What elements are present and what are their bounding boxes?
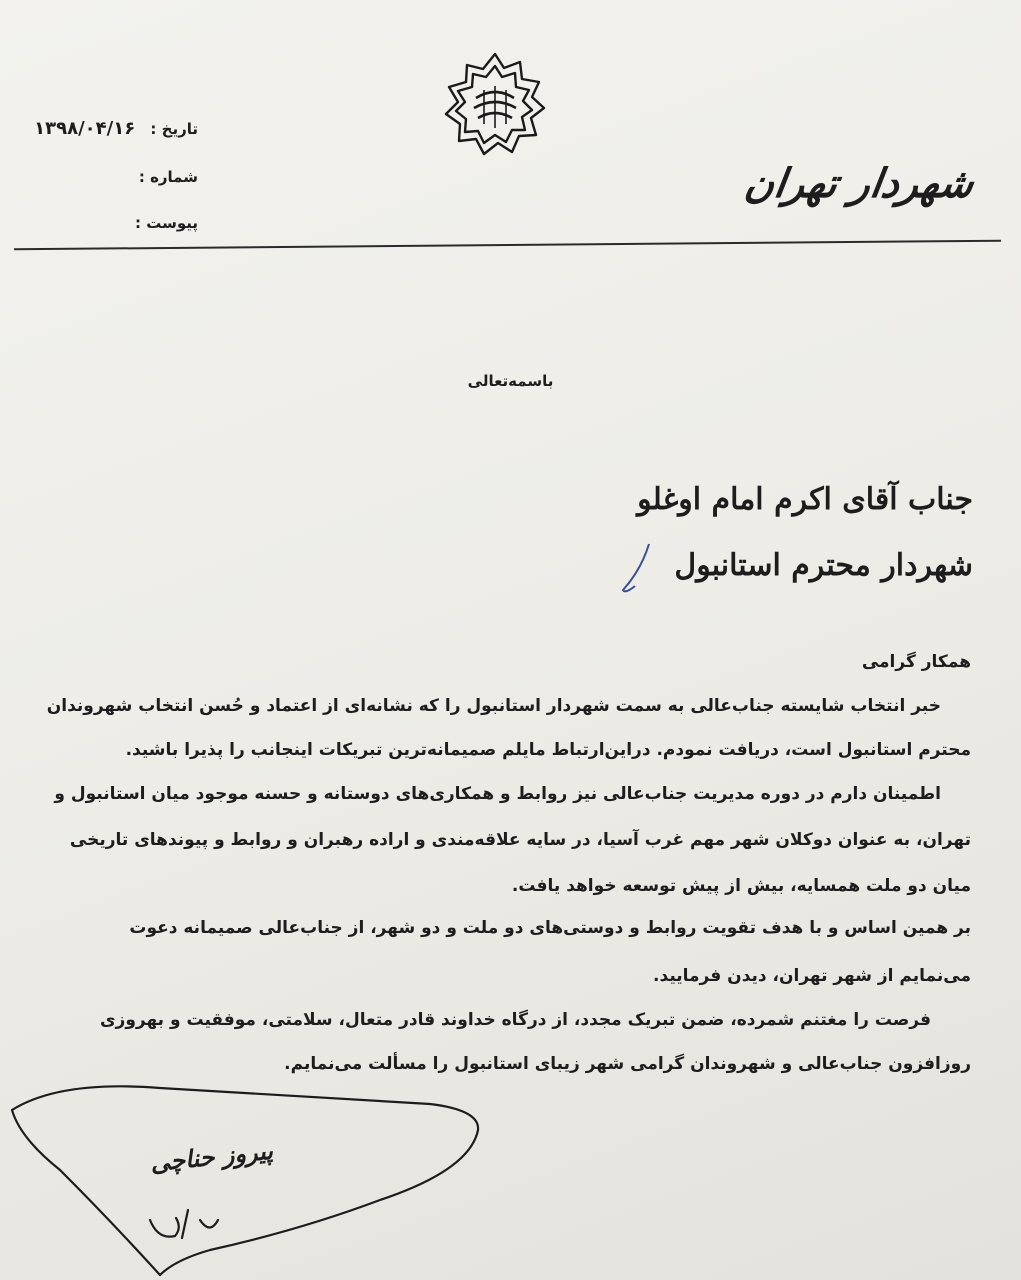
body-line: محترم استانبول است، دریافت نمودم. دراین‌ارتباط مایلم صمیمانه‌ترین تبریکات اینجانب را پذیرا باشید. xyxy=(125,740,971,760)
number-label: شماره : xyxy=(138,168,198,186)
salutation: همکار گرامی xyxy=(861,652,971,672)
date-row xyxy=(34,118,198,139)
date-label: تاریخ : xyxy=(150,120,198,138)
body-line: می‌نمایم از شهر تهران، دیدن فرمایید. xyxy=(653,966,971,986)
body-line: بر همین اساس و با هدف تقویت روابط و دوستی‌های دو ملت و دو شهر، از جناب‌عالی صمیمانه دعوت xyxy=(129,918,971,938)
pen-tick-mark xyxy=(615,540,665,600)
body-line: خبر انتخاب شایسته جناب‌عالی به سمت شهردار استانبول را که نشانه‌ای از اعتماد و حُسن انتخاب شهروندان xyxy=(46,696,941,716)
recipient-name: جناب آقای اکرم امام اوغلو xyxy=(637,482,973,517)
attachment-label: پیوست : xyxy=(134,214,198,232)
number-row xyxy=(129,168,198,186)
body-line: میان دو ملت همسایه، بیش از پیش توسعه خواهد یافت. xyxy=(511,876,971,896)
signer-name: پیروز حناچی xyxy=(148,1135,275,1178)
body-line: فرصت را مغتنم شمرده، ضمن تبریک مجدد، از درگاه خداوند قادر متعال، سلامتی، موفقیت و بهروزی xyxy=(99,1010,931,1030)
body-line: تهران، به عنوان دوکلان شهر مهم غرب آسیا، در سایه علاقه‌مندی و اراده رهبران و روابط و پیوندهای تاریخی xyxy=(69,830,971,850)
date-value: ۱۳۹۸/۰۴/۱۶ xyxy=(34,118,136,139)
header-divider xyxy=(14,240,1001,251)
invocation: باسمه‌تعالی xyxy=(467,372,554,390)
organization-title: شهردار تهران xyxy=(741,160,977,207)
tehran-municipality-emblem-icon xyxy=(440,50,550,160)
recipient-title: شهردار محترم استانبول xyxy=(674,548,973,583)
handwritten-signature xyxy=(0,1060,500,1280)
body-line: اطمینان دارم در دوره مدیریت جناب‌عالی نیز روابط و همکاری‌های دوستانه و حسنه موجود میان استانبول و xyxy=(54,784,941,804)
attachment-row xyxy=(125,214,198,232)
body-line: روزافزون جناب‌عالی و شهروندان گرامی شهر زیبای استانبول را مسألت می‌نمایم. xyxy=(284,1054,971,1074)
